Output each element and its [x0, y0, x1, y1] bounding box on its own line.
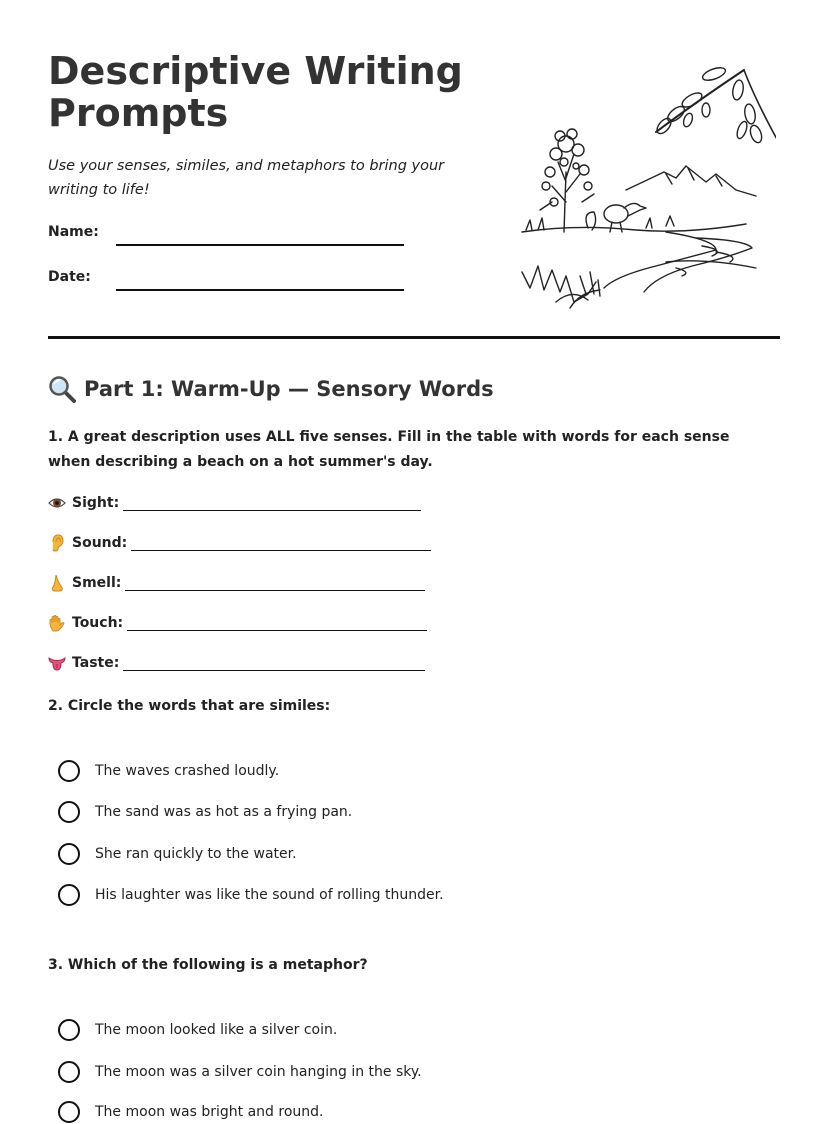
date-line[interactable] — [116, 289, 404, 291]
sense-touch — [48, 612, 427, 634]
option-text: The sand was as hot as a frying pan. — [95, 804, 353, 820]
q3-option[interactable] — [58, 1060, 422, 1084]
date-field[interactable] — [48, 269, 408, 293]
part1-heading — [48, 372, 494, 406]
smell-answer-line[interactable] — [125, 576, 425, 591]
page-title — [48, 50, 518, 134]
date-label: Date: — [48, 269, 91, 285]
name-field[interactable] — [48, 224, 408, 248]
q2-option[interactable] — [58, 883, 444, 907]
q2-option[interactable] — [58, 842, 297, 866]
option-text: The waves crashed loudly. — [95, 763, 280, 779]
nose-icon — [48, 574, 66, 592]
option-circle[interactable] — [58, 884, 80, 906]
hand-icon — [48, 614, 66, 632]
q3-option[interactable] — [58, 1018, 337, 1042]
option-circle[interactable] — [58, 1101, 80, 1123]
magnifier-icon — [48, 375, 76, 403]
title-line-1: Descriptive Writing — [48, 49, 463, 93]
sound-answer-line[interactable] — [131, 536, 431, 551]
sense-label: Sight: — [72, 495, 120, 511]
sense-taste — [48, 652, 425, 674]
question-2: 2. Circle the words that are similes: — [48, 698, 331, 714]
part1-title: Part 1: Warm-Up — Sensory Words — [84, 377, 494, 401]
option-circle[interactable] — [58, 1061, 80, 1083]
name-label: Name: — [48, 224, 99, 240]
option-circle[interactable] — [58, 801, 80, 823]
sense-label: Touch: — [72, 615, 124, 631]
header-divider — [48, 336, 780, 339]
question-3: 3. Which of the following is a metaphor? — [48, 957, 368, 973]
landscape-illustration — [516, 62, 776, 314]
title-line-2: Prompts — [48, 91, 229, 135]
touch-answer-line[interactable] — [127, 616, 427, 631]
sense-sound — [48, 532, 431, 554]
option-circle[interactable] — [58, 843, 80, 865]
option-circle[interactable] — [58, 1019, 80, 1041]
option-text: She ran quickly to the water. — [95, 846, 297, 862]
option-text: The moon was a silver coin hanging in the sky. — [95, 1064, 422, 1080]
sense-label: Sound: — [72, 535, 128, 551]
sense-label: Taste: — [72, 655, 120, 671]
option-text: The moon was bright and round. — [95, 1104, 324, 1120]
tongue-icon — [48, 654, 66, 672]
sense-label: Smell: — [72, 575, 122, 591]
q2-option[interactable] — [58, 800, 352, 824]
sense-sight — [48, 492, 421, 514]
subtitle: Use your senses, similes, and metaphors to bring your writing to life! — [48, 158, 445, 198]
eye-icon — [48, 494, 66, 512]
q2-option[interactable] — [58, 759, 279, 783]
name-line[interactable] — [116, 244, 404, 246]
sight-answer-line[interactable] — [123, 496, 421, 511]
taste-answer-line[interactable] — [123, 656, 425, 671]
ear-icon — [48, 534, 66, 552]
question-1: 1. A great description uses ALL five senses. Fill in the table with words for each sense when describing a beach on a hot summer's day. — [48, 429, 730, 470]
option-text: His laughter was like the sound of rolling thunder. — [95, 887, 444, 903]
q3-option[interactable] — [58, 1100, 323, 1124]
option-circle[interactable] — [58, 760, 80, 782]
sense-smell — [48, 572, 425, 594]
option-text: The moon looked like a silver coin. — [95, 1022, 338, 1038]
